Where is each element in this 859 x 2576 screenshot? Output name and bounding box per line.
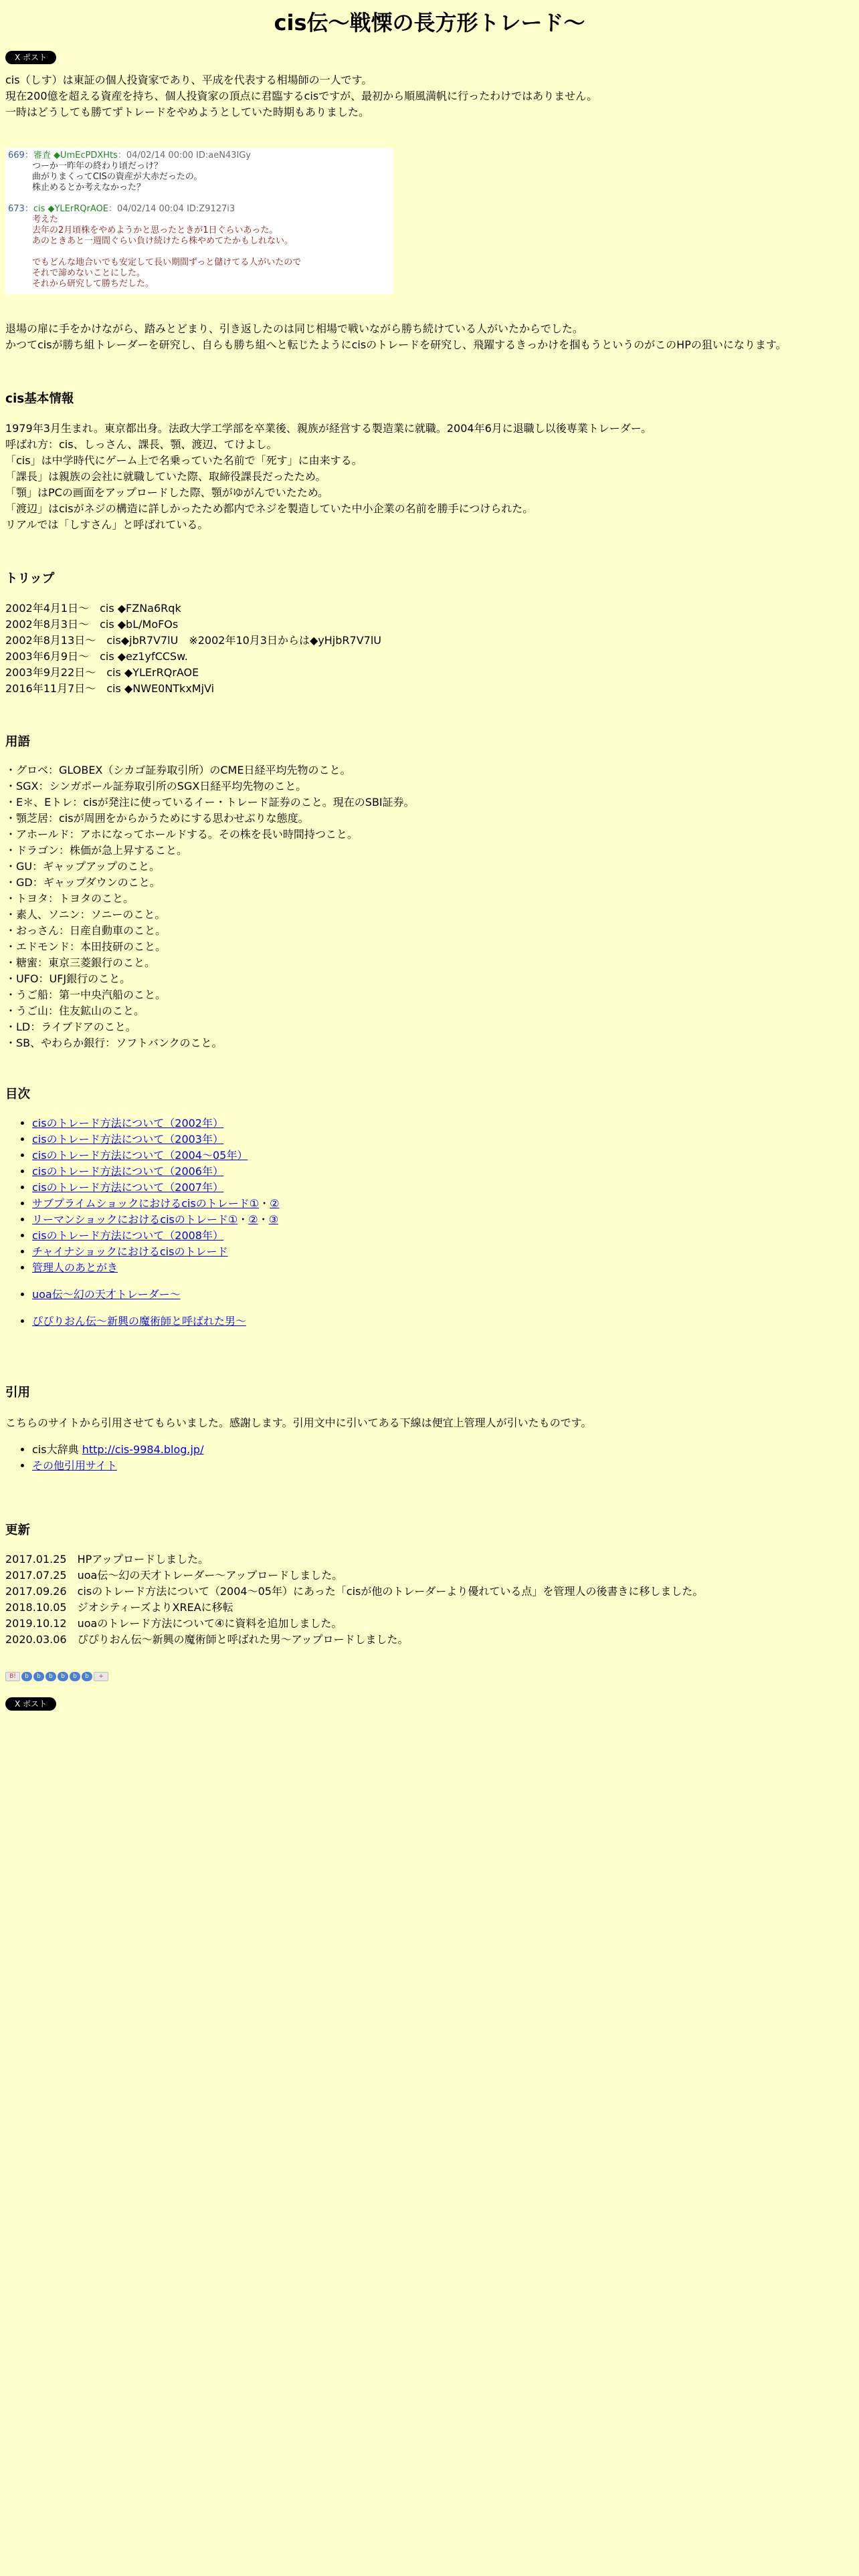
- post-line: [32, 247, 301, 257]
- citation-text: こちらのサイトから引用させてもらいました。感謝します。引用文中に引いてある下線は便宜上管理人が引いたものです。: [5, 1416, 592, 1429]
- trip-line: 2003年6月9日〜 cis ◆ez1yfCCSw.: [5, 650, 188, 663]
- bookmark-icon[interactable]: +: [94, 1672, 108, 1681]
- toc-item: [32, 1164, 854, 1180]
- glossary-line: ・SGX：シンガポール証券取引所のSGX日経平均先物のこと。: [5, 780, 307, 792]
- info-line: リアルでは「しすさん」と呼ばれている。: [5, 518, 209, 531]
- info-line: 「顎」はPCの画面をアップロードした際、顎がゆがんでいたため。: [5, 486, 329, 499]
- glossary-line: ・SB、やわらか銀行：ソフトバンクのこと。: [5, 1037, 223, 1049]
- toc-list: [5, 1115, 854, 1276]
- glossary-line: ・GD：ギャップダウンのこと。: [5, 876, 161, 889]
- paragraph-line: 退場の扉に手をかけながら、踏みとどまり、引き返したのは同じ相場で戦いながら勝ち続けている人がいたからでした。: [5, 322, 583, 335]
- glossary-line: ・うご船：第一中央汽船のこと。: [5, 988, 167, 1001]
- citation-item: [32, 1442, 854, 1458]
- citation-link[interactable]: その他引用サイト: [32, 1459, 117, 1472]
- bookmark-icon[interactable]: B!: [5, 1672, 20, 1681]
- toc-link[interactable]: cisのトレード方法について（2006年）: [32, 1165, 223, 1178]
- citation-label: cis大辞典: [32, 1443, 82, 1456]
- x-post-button[interactable]: X ポスト: [5, 1697, 56, 1711]
- toc-link[interactable]: 管理人のあとがき: [32, 1261, 118, 1274]
- trip-line: 2002年8月3日〜 cis ◆bL/MoFOs: [5, 618, 179, 631]
- post-line: あのときあと一週間ぐらい負け続けたら株やめてたかもしれない。: [32, 236, 294, 246]
- post-number: 669：: [8, 150, 33, 160]
- section-heading-glossary: 用語: [5, 735, 31, 749]
- glossary-line: ・UFO：UFJ銀行のこと。: [5, 972, 131, 985]
- post-line: それから研究して勝ちだした。: [32, 279, 155, 289]
- update-line: 2019.10.12 uoaのトレード方法について④に資料を追加しました。: [5, 1617, 343, 1630]
- post-header: [8, 150, 251, 161]
- page-title: cis伝〜戦慄の長方形トレード〜: [274, 10, 585, 35]
- glossary-list: [5, 762, 854, 1051]
- toc: [5, 1115, 854, 1329]
- glossary-line: ・LD：ライブドアのこと。: [5, 1021, 136, 1033]
- toc-link[interactable]: cisのトレード方法について（2002年）: [32, 1117, 223, 1130]
- toc-link[interactable]: ②: [270, 1197, 280, 1210]
- post-line: それで諦めないことにした。: [32, 268, 146, 278]
- paragraph-line: かつてcisが勝ち組トレーダーを研究し、自らも勝ち組へと転じたようにcisのトレードを研究し、飛躍するきっかけを掴もうというのがこのHPの狙いになります。: [5, 338, 787, 351]
- citation-link[interactable]: http://cis-9984.blog.jp/: [82, 1443, 204, 1456]
- post-line: 考えた: [32, 215, 59, 225]
- toc-item: [32, 1132, 854, 1148]
- bookmark-icon[interactable]: b: [21, 1672, 32, 1681]
- section-heading-toc: 目次: [5, 1087, 31, 1101]
- update-line: 2017.07.25 uoa伝〜幻の天才トレーダー〜アップロードしました。: [5, 1569, 343, 1582]
- toc-item: [32, 1180, 854, 1196]
- post-line: 曲がりまくってCISの資産が大赤だったの。: [32, 172, 203, 182]
- toc-link[interactable]: チャイナショックにおけるcisのトレード: [32, 1245, 228, 1258]
- section-heading-basic: cis基本情報: [5, 392, 74, 406]
- trip-line: 2003年9月22日〜 cis ◆YLErRQrAOE: [5, 666, 199, 679]
- post-line: 去年の2月頃株をやめようかと思ったときが1日ぐらいあった。: [32, 225, 278, 235]
- social-bookmark-icons: [5, 1672, 108, 1681]
- toc-separator: ・: [258, 1213, 269, 1226]
- after-quote: [5, 321, 854, 353]
- info-line: 「課長」は親族の会社に就職していた際、取締役課長だったため。: [5, 470, 326, 483]
- trip-list: [5, 601, 854, 697]
- bookmark-icon[interactable]: b: [45, 1672, 56, 1681]
- post-line: つーか一昨年の終わり頃だっけ？: [32, 161, 163, 171]
- update-line: 2018.10.05 ジオシティーズよりXREAに移転: [5, 1601, 233, 1614]
- glossary-line: ・素人、ソニン：ソニーのこと。: [5, 908, 166, 921]
- bookmark-icon[interactable]: b: [33, 1672, 44, 1681]
- toc-link[interactable]: リーマンショックにおけるcisのトレード①: [32, 1213, 238, 1226]
- toc-item: [32, 1212, 854, 1228]
- toc-link[interactable]: ②: [248, 1213, 258, 1226]
- info-line: 呼ばれ方：cis、しっさん、課長、顎、渡辺、てけよし。: [5, 438, 278, 451]
- post-body: [32, 161, 202, 193]
- toc-item: [32, 1115, 854, 1132]
- glossary-line: ・GU：ギャップアップのこと。: [5, 860, 160, 873]
- trip-line: 2016年11月7日〜 cis ◆NWE0NTkxMjVi: [5, 682, 215, 695]
- toc-link[interactable]: サブプライムショックにおけるcisのトレード①: [32, 1197, 260, 1210]
- toc-link[interactable]: ぴぴりおん伝〜新興の魔術師と呼ばれた男〜: [32, 1315, 247, 1327]
- intro-line: cis（しす）は東証の個人投資家であり、平成を代表する相場師の一人です。: [5, 74, 373, 86]
- trip-line: 2002年8月13日〜 cis◆jbR7V7lU ※2002年10月3日からは◆yHjbR7V7lU: [5, 634, 381, 647]
- quote-image: [5, 148, 393, 294]
- toc-item: [32, 1228, 854, 1244]
- post-meta: ：04/02/14 00:00 ID:aeN43IGy: [117, 150, 252, 160]
- post-line: でもどんな地合いでも安定して長い期間ずっと儲けてる人がいたので: [32, 257, 302, 267]
- citation-list: [5, 1442, 854, 1474]
- info-line: 1979年3月生まれ。東京都出身。法政大学工学部を卒業後、親族が経営する製造業に就職。2004年6月に退職し以後専業トレーダー。: [5, 422, 652, 435]
- glossary-line: ・E＊、Eトレ：cisが発注に使っているイー・トレード証券のこと。現在のSBI証券。: [5, 796, 415, 809]
- trip-line: 2002年4月1日〜 cis ◆FZNa6Rqk: [5, 602, 181, 615]
- toc-item: [32, 1287, 854, 1303]
- toc-separator: ・: [237, 1213, 249, 1226]
- glossary-line: ・おっさん：日産自動車のこと。: [5, 924, 167, 937]
- bookmark-icon[interactable]: b: [58, 1672, 68, 1681]
- post-number: 673：: [8, 204, 33, 214]
- bookmark-icon[interactable]: b: [70, 1672, 80, 1681]
- bookmark-icon[interactable]: b: [82, 1672, 92, 1681]
- section-heading-citation: 引用: [5, 1386, 31, 1400]
- toc-item: [32, 1148, 854, 1164]
- post-body: [32, 215, 301, 290]
- post-author: cis ◆YLErRQrAOE: [33, 204, 108, 214]
- glossary-line: ・エドモンド：本田技研のこと。: [5, 940, 167, 953]
- intro-line: 一時はどうしても勝てずトレードをやめようとしていた時期もありました。: [5, 106, 370, 118]
- toc-separator: ・: [259, 1197, 270, 1210]
- glossary-line: ・グロベ：GLOBEX（シカゴ証券取引所）のCME日経平均先物のこと。: [5, 764, 351, 776]
- toc-link[interactable]: cisのトレード方法について（2004〜05年）: [32, 1149, 248, 1162]
- glossary-line: ・糖蜜：東京三菱銀行のこと。: [5, 956, 156, 969]
- post-header: [8, 204, 235, 215]
- toc-item: [32, 1244, 854, 1260]
- toc-link[interactable]: cisのトレード方法について（2008年）: [32, 1229, 223, 1242]
- updates-list: [5, 1551, 854, 1648]
- section-heading-updates: 更新: [5, 1523, 31, 1537]
- info-line: 「cis」は中学時代にゲーム上で名乗っていた名前で「死す」に由来する。: [5, 454, 363, 467]
- update-line: 2020.03.06 ぴぴりおん伝〜新興の魔術師と呼ばれた男〜アップロードしました。: [5, 1633, 409, 1646]
- toc-link[interactable]: cisのトレード方法について（2007年）: [32, 1181, 223, 1194]
- glossary-line: ・うご山：住友鉱山のこと。: [5, 1004, 145, 1017]
- toc-item: [32, 1313, 854, 1329]
- citation-item: [32, 1458, 854, 1474]
- section-heading-trip: トリップ: [5, 572, 55, 586]
- citation: [5, 1415, 854, 1474]
- toc-link[interactable]: cisのトレード方法について（2003年）: [32, 1133, 223, 1146]
- glossary-line: ・ドラゴン：株価が急上昇すること。: [5, 844, 188, 857]
- post-author: 審査 ◆UmEcPDXHts: [33, 150, 118, 160]
- intro: [5, 72, 854, 120]
- glossary-line: ・アホールド：アホになってホールドする。その株を長い時間持つこと。: [5, 828, 358, 841]
- toc-link[interactable]: uoa伝〜幻の天才トレーダー〜: [32, 1288, 181, 1301]
- glossary-line: ・トヨタ：トヨタのこと。: [5, 892, 134, 905]
- update-line: 2017.01.25 HPアップロードしました。: [5, 1553, 209, 1566]
- glossary-line: ・顎芝居：cisが周囲をからかうためにする思わせぶりな態度。: [5, 812, 309, 825]
- basic-info: [5, 421, 854, 533]
- toc-link[interactable]: ③: [268, 1213, 278, 1226]
- update-line: 2017.09.26 cisのトレード方法について（2004〜05年）にあった「cisが他のトレーダーより優れている点」を管理人の後書きに移しました。: [5, 1585, 704, 1598]
- post-meta: ：04/02/14 00:04 ID:Z9127i3: [108, 204, 235, 214]
- intro-line: 現在200億を超える資産を持ち、個人投資家の頂点に君臨するcisですが、最初から順風満帆に行ったわけではありません。: [5, 90, 598, 102]
- x-post-button[interactable]: X ポスト: [5, 51, 56, 64]
- post-line: 株止めるとか考えなかった？: [32, 183, 146, 193]
- toc-extra-list: [5, 1313, 854, 1329]
- toc-extra-list: [5, 1287, 854, 1303]
- info-line: 「渡辺」はcisがネジの構造に詳しかったため都内でネジを製造していた中小企業の名前を勝手につけられた。: [5, 502, 534, 515]
- toc-item: [32, 1196, 854, 1212]
- toc-item: [32, 1260, 854, 1276]
